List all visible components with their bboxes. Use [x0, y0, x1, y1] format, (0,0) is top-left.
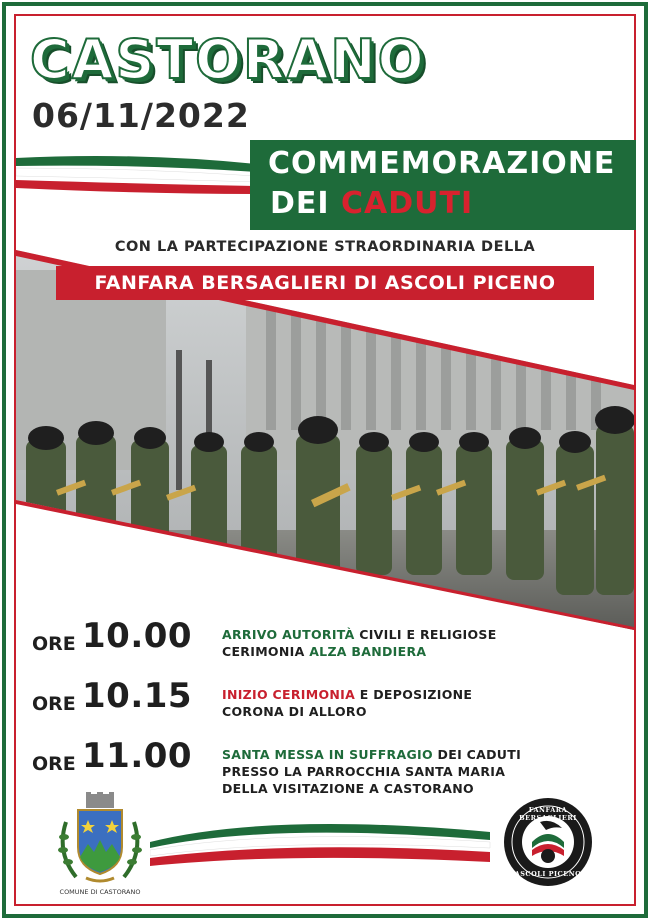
comune-crest-icon [56, 792, 144, 888]
tricolor-swoosh-top [16, 150, 266, 200]
banner-caduti-text: CADUTI [341, 186, 474, 221]
banner-line-commemorazione: COMMEMORAZIONE [268, 146, 616, 181]
event-description: ARRIVO AUTORITÀ CIVILI E RELIGIOSE CERIMONIA ALZA BANDIERA [222, 627, 497, 659]
time-value: 10.00 [82, 616, 193, 656]
event-description: SANTA MESSA IN SUFFRAGIO DEI CADUTI PRESSO LA PARROCCHIA SANTA MARIA DELLA VISITAZIONE A CASTORANO [222, 747, 522, 796]
banner-dei-text: DEI [270, 186, 342, 221]
ore-label: ORE [32, 753, 76, 775]
fanfara-banner-text: FANFARA BERSAGLIERI DI ASCOLI PICENO [94, 272, 556, 294]
event-date: 06/11/2022 [32, 96, 250, 135]
participation-text: CON LA PARTECIPAZIONE STRAORDINARIA DELLA [114, 239, 536, 255]
town-title: CASTORANO [30, 28, 426, 91]
tricolor-swoosh-bottom [150, 812, 500, 882]
banner-line-dei-caduti [270, 186, 473, 221]
ore-label: ORE [32, 693, 76, 715]
time-value: 11.00 [82, 736, 193, 776]
comune-label: COMUNE DI CASTORANO [59, 888, 141, 896]
badge-bottom-text: ASCOLI PICENO [514, 870, 582, 878]
fanfara-banner [56, 266, 594, 300]
band-photo [16, 250, 634, 630]
ore-label: ORE [32, 633, 76, 655]
time-value: 10.15 [82, 676, 193, 716]
event-description: INIZIO CERIMONIA E DEPOSIZIONE CORONA DI ALLORO [222, 687, 473, 719]
badge-top-text: FANFARA BERSAGLIERI [519, 806, 577, 822]
